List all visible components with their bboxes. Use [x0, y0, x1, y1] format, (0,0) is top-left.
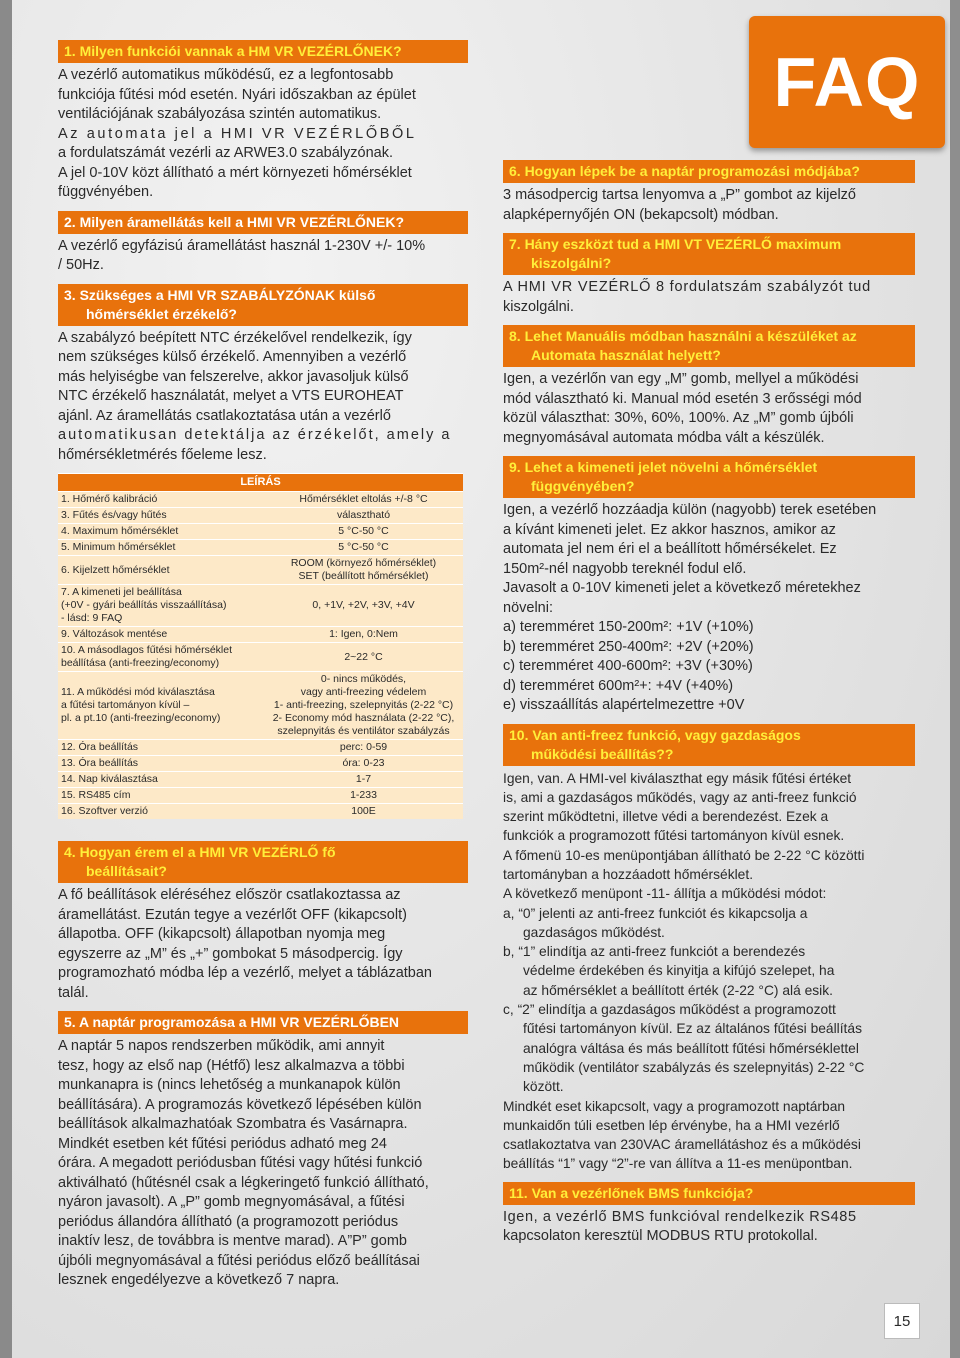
cell-line: pl. a pt.10 (anti-freezing/economy) — [61, 712, 221, 724]
q7-answer — [503, 278, 915, 317]
q7-title-line: 7. Hány eszközt tud a HMI VT VEZÉRLŐ maximum — [509, 236, 842, 252]
cell-line: 0- nincs működés, — [320, 673, 407, 685]
q4-answer — [58, 886, 468, 1003]
table-cell: 9. Változások mentése — [58, 627, 264, 643]
table-cell: Hőmérséklet eltolás +/-8 °C — [264, 492, 463, 508]
q8-answer — [503, 370, 915, 448]
table-cell: 1-233 — [264, 788, 463, 804]
q10-line: A következő menüpont -11- állítja a működési módot: — [503, 886, 827, 902]
table-cell — [58, 672, 264, 740]
table-row — [58, 585, 463, 627]
table-row — [58, 508, 463, 524]
table-cell: 5 °C-50 °C — [264, 540, 463, 556]
table-cell: 0, +1V, +2V, +3V, +4V — [264, 585, 463, 627]
q10-line: a, “0” jelenti az anti-freez funkciót és kikapcsolja a — [503, 905, 808, 921]
q4-line: áramellátást. Ezután tegye a vezérlőt OFF (kikapcsolt) — [58, 906, 407, 923]
cell-line: 11. A működési mód kiválasztása — [61, 686, 215, 698]
table-row — [58, 772, 463, 788]
faq-badge: FAQ — [749, 16, 945, 148]
q10-line: az hőmérséklet a beállított érték (2-22 °C) alá esik. — [523, 982, 833, 998]
q2-answer — [58, 237, 468, 276]
q9-line: növelni: — [503, 599, 553, 616]
table-cell: óra: 0-23 — [264, 756, 463, 772]
cell-line: a fűtési tartományon kívül – — [61, 699, 190, 711]
q5-line: tesz, hogy az első nap (Hétfő) lesz alkalmazva a többi — [58, 1057, 405, 1074]
q10-line: c, “2” elindítja a gazdaságos működést a programozott — [503, 1002, 836, 1018]
q3-line: ajánl. Az áramellátás csatlakoztatása után a vezérlő — [58, 407, 391, 424]
q8-title-line: Automata használat helyett? — [531, 347, 721, 363]
q5-line: Mindkét esetben két fűtési periódus adható meg 24 — [58, 1135, 387, 1152]
q10-line: Mindkét eset kikapcsolt, vagy a programozott naptárban — [503, 1098, 846, 1114]
q5-line: periódus állandóra állítható (a programozott periódus — [58, 1213, 399, 1230]
q8-line: megnyomásával automata módba vált a készülék. — [503, 429, 825, 446]
q9-line: e) visszaállítás alapértelmezettre +0V — [503, 697, 745, 713]
cell-line: SET (beállított hőmérséklet) — [298, 570, 429, 582]
q3-line: NTC érzékelő használatát, melyet a VTS EUROHEAT — [58, 388, 404, 404]
q10-line: analógra váltása és más beállított fűtési hőmérséklettel — [523, 1040, 859, 1056]
table-header: LEÍRÁS — [58, 474, 463, 492]
table-cell: 1. Hőmérő kalibráció — [58, 492, 264, 508]
table-row — [58, 556, 463, 585]
left-column — [58, 40, 468, 1299]
q7-title-line: kiszolgálni? — [531, 255, 612, 271]
q1-heading: 1. Milyen funkciói vannak a HM VR VEZÉRLŐNEK? — [58, 40, 468, 63]
table-cell: 15. RS485 cím — [58, 788, 264, 804]
q6-line: alapképernyőjén ON (bekapcsolt) módban. — [503, 206, 779, 223]
table-cell: 1-7 — [264, 772, 463, 788]
q8-line: mód választható ki. Manual mód esetén 3 erősségi mód — [503, 390, 862, 407]
q1-line: A jel 0-10V közt állítható a mért környezeti hőmérséklet — [58, 164, 412, 181]
q3-title-line: hőmérséklet érzékelő? — [86, 305, 237, 322]
table-cell: 6. Kijelzett hőmérséklet — [58, 556, 264, 585]
q10-line: működik (ventilátor szabályzás és szelepnyitás) 2-22 °C — [523, 1059, 865, 1075]
q9-line: a) teremméret 150-200m²: +1V (+10%) — [503, 619, 754, 635]
q6-line: 3 másodpercig tartsa lenyomva a „P” gombot az kijelző — [503, 187, 856, 203]
q10-line: beállítás “1” vagy “2”-re van állítva a 11-es menüpontban. — [503, 1156, 853, 1172]
q1-line: A vezérlő automatikus működésű, ez a legfontosabb — [58, 67, 394, 83]
q9-line: d) teremméret 600m²+: +4V (+40%) — [503, 677, 734, 694]
q6-heading: 6. Hogyan lépek be a naptár programozási módjába? — [503, 160, 915, 183]
q3-title-line: 3. Szükséges a HMI VR SZABÁLYZÓNAK külső — [64, 286, 376, 303]
table-cell: 100E — [264, 804, 463, 820]
q11-line: kapcsolaton keresztül MODBUS RTU protokollal. — [503, 1228, 818, 1245]
q10-line: szerint működtetni, illetve védi a berendezést. Ezek a — [503, 809, 829, 825]
q9-line: Igen, a vezérlő hozzáadja külön (nagyobb) terek esetében — [503, 502, 877, 518]
q1-line: Az automata jel a HMI VR VEZÉRLŐBŐL — [58, 125, 417, 142]
q9-title-line: függvényében? — [531, 478, 635, 494]
q8-line: közül választhat: 30%, 60%, 100%. Az „M” gomb újbóli — [503, 410, 854, 426]
q3-heading — [58, 284, 468, 326]
q1-line: ventilációjának szabályozása szintén automatikus. — [58, 106, 382, 122]
cell-line: szelepnyitás és ventilátor szabályzás — [277, 725, 450, 737]
q1-line: a fordulatszámát vezérli az ARWE3.0 szabályzónak. — [58, 145, 394, 161]
q5-line: munkanapra is (nincs lehetőség a munkanapok külön — [58, 1077, 401, 1093]
q4-line: A fő beállítások eléréséhez először csatlakoztassa az — [58, 887, 401, 903]
table-cell — [58, 585, 264, 627]
q10-line: fűtési tartományon kívül. Ez az általános fűtési beállítás — [523, 1021, 862, 1037]
cell-line: - lásd: 9 FAQ — [61, 612, 123, 624]
table-cell: 14. Nap kiválasztása — [58, 772, 264, 788]
q10-line: b, “1” elindítja az anti-freez funkciót a berendezés — [503, 944, 806, 960]
q10-line: gazdaságos működést. — [523, 924, 665, 940]
right-edge-strip — [950, 0, 960, 1358]
q5-line: nyáron javasolt). A „P” gomb megnyomásával, a fűtési — [58, 1194, 405, 1210]
q10-line: funkciók a programozott fűtési tartományon kívül esnek. — [503, 828, 845, 844]
table-row — [58, 740, 463, 756]
table-row — [58, 672, 463, 740]
q5-line: beállítására). A programozás következő lépésében külön — [58, 1096, 422, 1113]
q8-line: Igen, a vezérlőn van egy „M” gomb, mellyel a működési — [503, 371, 859, 387]
q5-line: aktiválható (hűtésnél csak a légkeringető funkció állítható, — [58, 1174, 429, 1191]
q3-line: A szabályzó beépített NTC érzékelővel rendelkezik, így — [58, 329, 412, 346]
q4-line: állapotba. OFF (kikapcsolt) állapotban nyomja meg — [58, 926, 386, 942]
q10-title-line: 10. Van anti-freez funkció, vagy gazdaságos — [509, 726, 801, 743]
settings-table — [58, 473, 463, 819]
q9-heading — [503, 456, 915, 498]
table-cell: 5 °C-50 °C — [264, 524, 463, 540]
left-edge-strip — [0, 0, 12, 1358]
q4-line: talál. — [58, 984, 89, 1001]
table-row — [58, 788, 463, 804]
q3-line: automatikusan detektálja az érzékelőt, amely a — [58, 427, 452, 443]
q4-title-line: 4. Hogyan érem el a HMI VR VEZÉRLŐ fő — [64, 844, 336, 860]
cell-line: vagy anti-freezing védelem — [300, 686, 427, 698]
table-cell: 2~22 °C — [264, 643, 463, 672]
table-cell: perc: 0-59 — [264, 740, 463, 756]
table-cell — [264, 672, 463, 740]
q1-answer — [58, 66, 468, 203]
table-row — [58, 756, 463, 772]
table-row — [58, 627, 463, 643]
cell-line: beállítása (anti-freezing/economy) — [61, 657, 220, 669]
q10-line: A főmenü 10-es menüpontjában állítható be 2-22 °C közötti — [503, 847, 865, 863]
q7-line: kiszolgálni. — [503, 298, 574, 315]
cell-line: (+0V - gyári beállítás visszaállítása) — [61, 599, 227, 611]
cell-line: 1- anti-freezing, szelepnyitás (2-22 °C) — [273, 699, 454, 711]
q10-line: tartományban a hozzáadott hőmérséklet. — [503, 866, 754, 882]
table-cell: 13. Óra beállítás — [58, 756, 264, 772]
q9-line: a kívánt kimeneti jelet. Ez akkor hasznos, amikor az — [503, 521, 836, 538]
q5-answer — [58, 1037, 468, 1291]
cell-line: 2- Economy mód használata (2-22 °C), — [272, 712, 455, 724]
right-column — [503, 160, 915, 1255]
q10-line: Igen, van. A HMI-vel kiválaszthat egy másik fűtési értéket — [503, 770, 852, 786]
q9-answer — [503, 501, 915, 716]
q5-line: lesznek engedélyezve a következő 7 napra. — [58, 1272, 340, 1288]
q11-heading: 11. Van a vezérlőnek BMS funkciója? — [503, 1182, 915, 1205]
q10-heading — [503, 724, 915, 766]
table-cell — [264, 556, 463, 585]
q4-line: egyszerre az „M” és „+” gombokat 5 másodpercig. Így — [58, 945, 403, 962]
q8-title-line: 8. Lehet Manuális módban használni a készüléket az — [509, 328, 857, 344]
q5-line: újbóli megnyomásával a fűtési periódus előző beállításai — [58, 1252, 420, 1269]
q5-line: A naptár 5 napos rendszerben működik, ami annyit — [58, 1038, 385, 1054]
table-cell: 5. Minimum hőmérséklet — [58, 540, 264, 556]
q11-line: Igen, a vezérlő BMS funkcióval rendelkezik RS485 — [503, 1208, 857, 1225]
table-cell — [58, 643, 264, 672]
q7-line: A HMI VR VEZÉRLŐ 8 fordulatszám szabályzót tud — [503, 279, 872, 295]
q5-line: beállítások alkalmazhatóak Szombatra és Vasárnapra. — [58, 1116, 408, 1132]
table-row — [58, 524, 463, 540]
table-cell: 3. Fűtés és/vagy hűtés — [58, 508, 264, 524]
table-row — [58, 492, 463, 508]
table-row — [58, 804, 463, 820]
q1-line: függvényében. — [58, 184, 154, 200]
table-cell: 16. Szoftver verzió — [58, 804, 264, 820]
q3-line: hőmérsékletmérés főeleme lesz. — [58, 446, 267, 463]
page-number: 15 — [884, 1303, 920, 1339]
q10-line: csatlakoztatva van 230VAC áramellátáshoz és a működési — [503, 1137, 861, 1153]
q3-line: nem szükséges külső érzékelő. Amennyiben a vezérlő — [58, 349, 407, 365]
q5-line: inaktív lesz, de továbbra is mentve marad). A”P” gomb — [58, 1233, 407, 1249]
q2-line: / 50Hz. — [58, 257, 104, 273]
q2-heading: 2. Milyen áramellátás kell a HMI VR VEZÉRLŐNEK? — [58, 211, 468, 234]
q10-title-line: működési beállítás?? — [531, 745, 674, 762]
q4-title-line: beállításait? — [86, 863, 167, 879]
q3-answer — [58, 329, 468, 466]
cell-line: 10. A másodlagos fűtési hőmérséklet — [61, 644, 233, 656]
q9-line: c) teremméret 400-600m²: +3V (+30%) — [503, 658, 753, 674]
cell-line: 7. A kimeneti jel beállítása — [61, 586, 182, 598]
q1-line: funkciója fűtési mód esetén. Nyári időszakban az épület — [58, 86, 416, 103]
q10-line: munkaidőn túli esetben lép érvénybe, ha a HMI vezérlő — [503, 1117, 840, 1133]
q7-heading — [503, 233, 915, 275]
q3-line: más helyiségbe van felszerelve, akkor javasoljuk külső — [58, 368, 409, 385]
q10-line: védelme érdekében és kinyitja a kifújó szelepet, ha — [523, 963, 835, 979]
table-cell: választható — [264, 508, 463, 524]
q2-line: A vezérlő egyfázisú áramellátást használ 1-230V +/- 10% — [58, 237, 426, 254]
q9-line: Javasolt a 0-10V kimeneti jelet a következő méretekhez — [503, 580, 861, 596]
q10-line: között. — [523, 1079, 564, 1095]
q4-line: programozható módba lép a vezérlő, melyet a táblázatban — [58, 965, 432, 981]
q10-line: is, ami a gazdaságos működés, vagy az anti-freez funkció — [503, 789, 857, 805]
table-row — [58, 540, 463, 556]
q6-answer — [503, 186, 915, 225]
q5-line: órára. A megadott periódusban fűtési vagy hűtési funkció — [58, 1155, 423, 1171]
table-row — [58, 643, 463, 672]
q8-heading — [503, 325, 915, 367]
q5-heading: 5. A naptár programozása a HMI VR VEZÉRLŐBEN — [58, 1011, 468, 1034]
q4-heading — [58, 841, 468, 883]
q9-line: 150m²-nél nagyobb tereknél fodul elő. — [503, 560, 747, 577]
table-cell: 12. Óra beállítás — [58, 740, 264, 756]
q9-title-line: 9. Lehet a kimeneti jelet növelni a hőmérséklet — [509, 459, 818, 475]
table-cell: 4. Maximum hőmérséklet — [58, 524, 264, 540]
cell-line: ROOM (környező hőmérséklet) — [290, 557, 437, 569]
q9-line: b) teremméret 250-400m²: +2V (+20%) — [503, 638, 754, 655]
q11-answer — [503, 1208, 915, 1247]
table-cell: 1: Igen, 0:Nem — [264, 627, 463, 643]
q10-answer — [503, 769, 915, 1174]
q9-line: automata jel nem éri el a beállított hőmérsékelet. Ez — [503, 541, 837, 557]
